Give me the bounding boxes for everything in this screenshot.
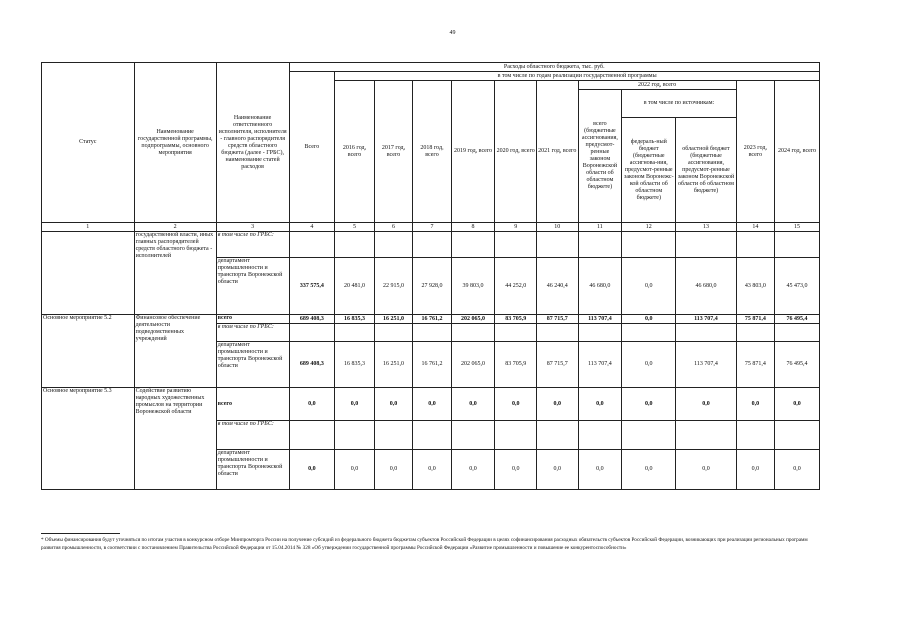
header-2022-reg: областной бюджет (бюджетные ассигнования, предусмот-ренные законом Воронежской области об областном бюджете) xyxy=(676,118,736,223)
m52-dept-2022: 113 707,4 xyxy=(578,342,622,388)
m52-total-all: 689 408,3 xyxy=(289,315,335,324)
cont-val-2021: 46 240,4 xyxy=(536,258,578,315)
m53-dept-2019: 0,0 xyxy=(451,450,495,490)
m53-name: Содействие развитию народных художественных промыслов на территории Воронежской области xyxy=(134,388,216,490)
m52-total-2021: 87 715,7 xyxy=(536,315,578,324)
m53-dept-2024: 0,0 xyxy=(775,450,820,490)
header-2018: 2018 год, всего xyxy=(413,81,451,223)
col-index-7: 7 xyxy=(413,223,451,232)
m52-dept-2020: 83 705,9 xyxy=(495,342,537,388)
col-index-6: 6 xyxy=(374,223,412,232)
cont-val-2017: 22 915,0 xyxy=(374,258,412,315)
cont-val-total: 337 575,4 xyxy=(289,258,335,315)
m53-dept-2022-fed: 0,0 xyxy=(622,450,676,490)
m52-total-2017: 16 251,0 xyxy=(374,315,412,324)
m52-total-2018: 16 761,2 xyxy=(413,315,451,324)
col-index-3: 3 xyxy=(216,223,289,232)
header-2022-fed: федераль-ный бюджет (бюджетные ассигнова-ния, предусмот-ренные законом Воронежс-кой области об областном бюджете) xyxy=(622,118,676,223)
col-index-14: 14 xyxy=(736,223,774,232)
cont-val-2019: 39 803,0 xyxy=(451,258,495,315)
m52-total-2019: 202 065,0 xyxy=(451,315,495,324)
cont-val-2016: 20 481,0 xyxy=(335,258,375,315)
col-index-8: 8 xyxy=(451,223,495,232)
col-index-2: 2 xyxy=(134,223,216,232)
m53-dept-2017: 0,0 xyxy=(374,450,412,490)
cont-val-2018: 27 928,0 xyxy=(413,258,451,315)
m52-dept-2016: 16 835,3 xyxy=(335,342,375,388)
m53-dept-2021: 0,0 xyxy=(536,450,578,490)
m53-dept-2020: 0,0 xyxy=(495,450,537,490)
header-2017: 2017 год, всего xyxy=(374,81,412,223)
header-2022-all: всего (бюджетные ассигнования, предусмот-ренные законом Воронежской области об областном бюджете) xyxy=(578,90,622,223)
m52-dept-2021: 87 715,7 xyxy=(536,342,578,388)
header-2021: 2021 год, всего xyxy=(536,81,578,223)
cont-val-2022-reg: 46 680,0 xyxy=(676,258,736,315)
m53-dept-2018: 0,0 xyxy=(413,450,451,490)
cont-val-2022: 46 680,0 xyxy=(578,258,622,315)
m52-name: Финансовое обеспечение деятельности подведомственных учреждений xyxy=(134,315,216,388)
col-index-12: 12 xyxy=(622,223,676,232)
col-index-10: 10 xyxy=(536,223,578,232)
header-incl-sources: в том числе по источникам: xyxy=(622,90,736,118)
m53-total-all: 0,0 xyxy=(289,388,335,421)
header-name: Наименование государственной программы, подпрограммы, основного мероприятия xyxy=(134,63,216,223)
m53-total-2016: 0,0 xyxy=(335,388,375,421)
cont-val-2024: 45 473,0 xyxy=(775,258,820,315)
header-2022: 2022 год, всего xyxy=(578,81,736,90)
m53-total-2019: 0,0 xyxy=(451,388,495,421)
m52-total-2022-fed: 0,0 xyxy=(622,315,676,324)
footnote: * Объемы финансирования будут уточняться по итогам участия в конкурсном отборе Минпромторга России на получение субсидий из федерального бюджета бюджетам субъектов Российской Федерации в целях софинансирования расходных обязательств субъектов Российской Федерации, возникающих при реализации региональных программ развития промышленности, в соответствии с постановлением Правительства Российской Федерации от 15.04.2014 № 328 «Об утверждении государственной программы Российской Федерации «Развитие промышленности и повышение ее конкурентоспособности» xyxy=(41,537,808,551)
m52-total-2022-reg: 113 707,4 xyxy=(676,315,736,324)
m53-dept-2016: 0,0 xyxy=(335,450,375,490)
m52-dept: департамент промышленности и транспорта Воронежской области xyxy=(216,342,289,388)
cont-val-2020: 44 252,0 xyxy=(495,258,537,315)
m53-dept-2022-reg: 0,0 xyxy=(676,450,736,490)
budget-table xyxy=(41,62,820,490)
header-2024: 2024 год, всего xyxy=(775,81,820,223)
m52-total-label: всего xyxy=(216,315,289,324)
m53-total-2022: 0,0 xyxy=(578,388,622,421)
m52-dept-2022-fed: 0,0 xyxy=(622,342,676,388)
m53-dept-total: 0,0 xyxy=(289,450,335,490)
header-status: Статус xyxy=(42,63,135,223)
m53-total-2017: 0,0 xyxy=(374,388,412,421)
header-2016: 2016 год, всего xyxy=(335,81,375,223)
m52-dept-2019: 202 065,0 xyxy=(451,342,495,388)
cont-status xyxy=(42,232,135,315)
col-index-4: 4 xyxy=(289,223,335,232)
col-index-11: 11 xyxy=(578,223,622,232)
col-index-1: 1 xyxy=(42,223,135,232)
m52-total-2024: 76 495,4 xyxy=(775,315,820,324)
m52-dept-2022-reg: 113 707,4 xyxy=(676,342,736,388)
m52-status: Основное мероприятие 5.2 xyxy=(42,315,135,388)
m53-dept-2023: 0,0 xyxy=(736,450,774,490)
m53-total-2023: 0,0 xyxy=(736,388,774,421)
col-index-9: 9 xyxy=(495,223,537,232)
header-2023: 2023 год, всего xyxy=(736,81,774,223)
m53-total-2022-fed: 0,0 xyxy=(622,388,676,421)
header-total: Всего xyxy=(289,72,335,223)
cont-val-2022-fed: 0,0 xyxy=(622,258,676,315)
m53-total-2022-reg: 0,0 xyxy=(676,388,736,421)
m53-incl-grbs: в том числе по ГРБС: xyxy=(216,421,289,450)
cont-dept: департамент промышленности и транспорта Воронежской области xyxy=(216,258,289,315)
header-2020: 2020 год, всего xyxy=(495,81,537,223)
m52-dept-2018: 16 761,2 xyxy=(413,342,451,388)
m53-status: Основное мероприятие 5.3 xyxy=(42,388,135,490)
header-expenses: Расходы областного бюджета, тыс. руб. xyxy=(289,63,819,72)
m53-dept-2022: 0,0 xyxy=(578,450,622,490)
m53-total-2024: 0,0 xyxy=(775,388,820,421)
m53-total-2021: 0,0 xyxy=(536,388,578,421)
col-index-5: 5 xyxy=(335,223,375,232)
m52-total-2022: 113 707,4 xyxy=(578,315,622,324)
m52-dept-2023: 75 871,4 xyxy=(736,342,774,388)
m53-total-2020: 0,0 xyxy=(495,388,537,421)
header-by-years: в том числе по годам реализации государственной программы xyxy=(335,72,820,81)
m52-incl-grbs: в том числе по ГРБС: xyxy=(216,324,289,342)
header-executor: Наименование ответственного исполнителя, исполнителя - главного распорядителя средств областного бюджета (далее - ГРБС), наименование статей расходов xyxy=(216,63,289,223)
footnote-divider xyxy=(41,533,120,534)
header-2019: 2019 год, всего xyxy=(451,81,495,223)
m53-dept: департамент промышленности и транспорта Воронежской области xyxy=(216,450,289,490)
m53-total-2018: 0,0 xyxy=(413,388,451,421)
m52-total-2016: 16 835,3 xyxy=(335,315,375,324)
m52-total-2020: 83 705,9 xyxy=(495,315,537,324)
col-index-13: 13 xyxy=(676,223,736,232)
m52-dept-2024: 76 495,4 xyxy=(775,342,820,388)
m52-dept-2017: 16 251,0 xyxy=(374,342,412,388)
page-number: 49 xyxy=(449,30,456,36)
cont-val-2023: 43 803,0 xyxy=(736,258,774,315)
m52-dept-total: 689 408,3 xyxy=(289,342,335,388)
m53-total-label: всего xyxy=(216,388,289,421)
col-index-15: 15 xyxy=(775,223,820,232)
cont-incl-grbs: в том числе по ГРБС: xyxy=(216,232,289,258)
cont-name: государственной власти, иных главных распорядителей средств областного бюджета - исполнителей xyxy=(134,232,216,315)
m52-total-2023: 75 871,4 xyxy=(736,315,774,324)
